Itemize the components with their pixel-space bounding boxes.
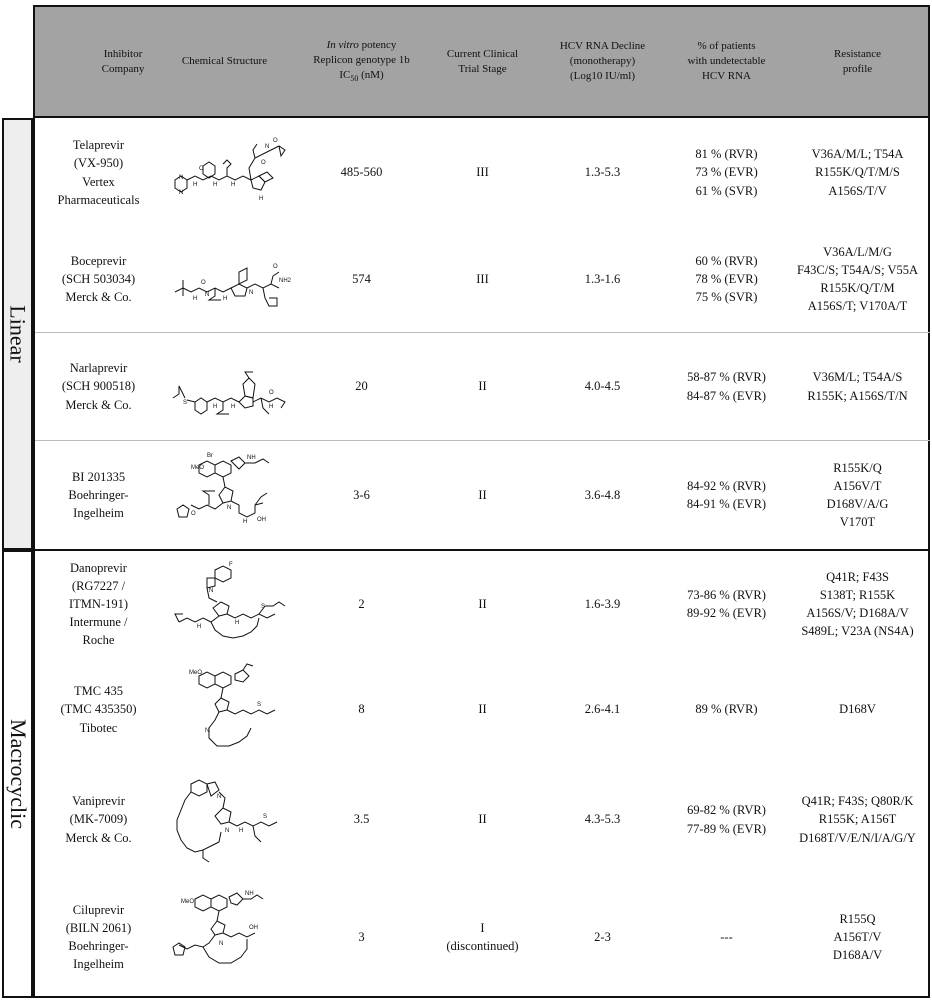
svg-text:MeO: MeO [190,465,204,471]
svg-text:H: H [212,403,217,410]
table-row [35,225,928,333]
svg-text:H: H [242,519,247,525]
svg-text:N: N [218,941,223,947]
svg-text:MeO: MeO [180,899,194,905]
svg-text:N: N [178,174,183,181]
ic50-cell: 2 [358,596,365,611]
inhibitor-cell: Danoprevir (RG7227 / ITMN-191) Intermune / Roche [68,560,128,648]
svg-text:H: H [192,181,197,188]
hcv-cell: 2-3 [594,929,611,944]
hcv-cell: 4.0-4.5 [584,379,621,394]
inhibitor-cell: Boceprevir (SCH 503034) Merck & Co. [61,253,136,305]
table-row [35,120,928,225]
stage-cell: III [476,165,489,180]
svg-text:S: S [262,813,267,820]
hcv-cell: 1.6-3.9 [584,596,621,611]
table-row [35,877,928,997]
hcv-cell: 1.3-5.3 [584,165,621,180]
inhibitor-cell: BI 201335 Boehringer- Ingelheim [68,469,129,521]
svg-text:N: N [226,505,231,511]
svg-text:O: O [198,165,204,172]
svg-text:F: F [228,562,233,568]
header-resistance: Resistance profile [833,47,882,75]
inhibitor-cell: Vaniprevir (MK-7009) Merck & Co. [65,794,132,845]
svg-text:O: O [200,280,206,286]
ic50-cell: 3 [358,929,365,944]
patients-cell: --- [720,929,733,944]
patients-cell: 89 % (RVR) [695,702,758,717]
patients-cell: 60 % (RVR) 78 % (EVR) 75 % (SVR) [695,253,758,305]
resistance-cell: Q41R; F43S; Q80R/K R155K; A156T D168T/V/E/N/I/A/G/Y [799,794,916,845]
ic50-cell: 485-560 [340,165,383,180]
header-potency: In vitro potency Replicon genotype 1b $IC_{50}$ (nM) [313,39,410,84]
patients-cell: 73-86 % (RVR) 89-92 % (EVR) [686,587,767,620]
svg-text:N: N [178,189,183,196]
svg-text:N: N [204,727,209,734]
table-row [35,333,928,440]
resistance-cell: D168V [839,702,876,717]
vaniprevir-structure-icon [162,762,295,877]
resistance-cell: Q41R; F43S S138T; R155K A156S/V; D168A/V S489L; V23A (NS4A) [801,569,914,639]
table-row [35,551,928,657]
narlaprevir-structure-icon [162,333,295,440]
svg-text:O: O [268,389,274,396]
stage-cell: II [478,702,487,717]
patients-cell: 81 % (RVR) 73 % (EVR) 61 % (SVR) [695,147,758,198]
table-row [35,657,928,762]
header-stage: Current Clinical Trial Stage [446,47,519,75]
hcv-cell: 2.6-4.1 [584,702,621,717]
ic50-cell: 20 [355,379,368,394]
ic50-cell: 3.5 [353,812,370,827]
resistance-cell: R155K/Q A156V/T D168V/A/G V170T [826,460,889,530]
hcv-cell: 3.6-4.8 [584,487,621,502]
resistance-cell: R155Q A156T/V D168A/V [832,911,883,963]
svg-text:H: H [238,827,243,834]
svg-text:H: H [192,296,197,302]
header-structure: Chemical Structure [181,55,268,68]
header-hcv-decline: HCV RNA Decline (monotherapy) (Log10 IU/ml) [559,40,646,82]
bi201335-structure-icon [162,441,295,549]
table-row [35,762,928,877]
patients-cell: 58-87 % (RVR) 84-87 % (EVR) [686,370,767,403]
svg-text:OH: OH [248,925,258,931]
boceprevir-structure-icon [162,225,295,333]
stage-cell: II [478,487,487,502]
resistance-cell: V36A/M/L; T54A R155K/Q/T/M/S A156S/T/V [811,147,904,198]
svg-text:S: S [182,399,187,406]
svg-text:H: H [230,403,235,410]
svg-text:NH: NH [246,455,256,461]
tmc435-structure-icon [162,657,295,762]
header-inhibitor: Inhibitor Company [101,47,145,75]
ciluprevir-structure-icon [162,877,295,997]
svg-text:N: N [204,292,209,298]
ic50-cell: 3-6 [353,487,370,502]
svg-text:NH: NH [244,891,254,897]
svg-text:MeO: MeO [188,669,202,676]
table-header [33,5,930,118]
svg-text:NH2: NH2 [278,278,291,284]
svg-text:H: H [258,195,263,202]
stage-cell: II [478,596,487,611]
group-macrocyclic: Macrocyclic [2,550,33,998]
stage-cell: I (discontinued) [446,920,519,953]
hcv-cell: 4.3-5.3 [584,812,621,827]
svg-text:O: O [260,159,266,166]
ic50-cell: 8 [358,702,365,717]
header-patients: % of patients with undetectable HCV RNA [687,40,766,82]
group-linear: Linear [2,118,33,550]
svg-text:O: O [190,511,196,517]
svg-text:S: S [256,701,261,708]
table-row [35,441,928,549]
svg-text:O: O [272,137,278,144]
svg-text:H: H [212,181,217,188]
danoprevir-structure-icon [162,551,295,657]
svg-text:H: H [196,624,201,630]
svg-text:Br: Br [206,453,213,459]
inhibitor-cell: TMC 435 (TMC 435350) Tibotec [60,684,137,735]
inhibitor-cell: Telaprevir (VX-950) Vertex Pharmaceuticals [57,138,140,207]
resistance-cell: V36A/L/M/G F43C/S; T54A/S; V55A R155K/Q/T/M A156S/T; V170A/T [796,244,919,314]
hcv-cell: 1.3-1.6 [584,271,621,286]
svg-text:N: N [224,827,229,834]
patients-cell: 84-92 % (RVR) 84-91 % (EVR) [686,478,767,511]
svg-text:H: H [222,296,227,302]
svg-text:N: N [264,143,269,150]
svg-text:N: N [208,588,213,594]
svg-text:N: N [216,793,221,800]
svg-text:N: N [248,290,253,296]
inhibitor-cell: Narlaprevir (SCH 900518) Merck & Co. [61,361,136,412]
stage-cell: III [476,271,489,286]
svg-text:H: H [230,181,235,188]
telaprevir-structure-icon [162,120,295,225]
svg-text:S: S [260,604,265,610]
patients-cell: 69-82 % (RVR) 77-89 % (EVR) [686,803,767,836]
svg-text:OH: OH [256,517,266,523]
ic50-cell: 574 [352,271,371,286]
svg-text:H: H [234,620,239,626]
resistance-cell: V36M/L; T54A/S R155K; A156S/T/N [807,370,908,403]
svg-text:H: H [268,403,273,410]
inhibitor-cell: Ciluprevir (BILN 2061) Boehringer- Ingelheim [65,902,132,972]
svg-text:O: O [272,264,278,270]
stage-cell: II [478,812,487,827]
stage-cell: II [478,379,487,394]
